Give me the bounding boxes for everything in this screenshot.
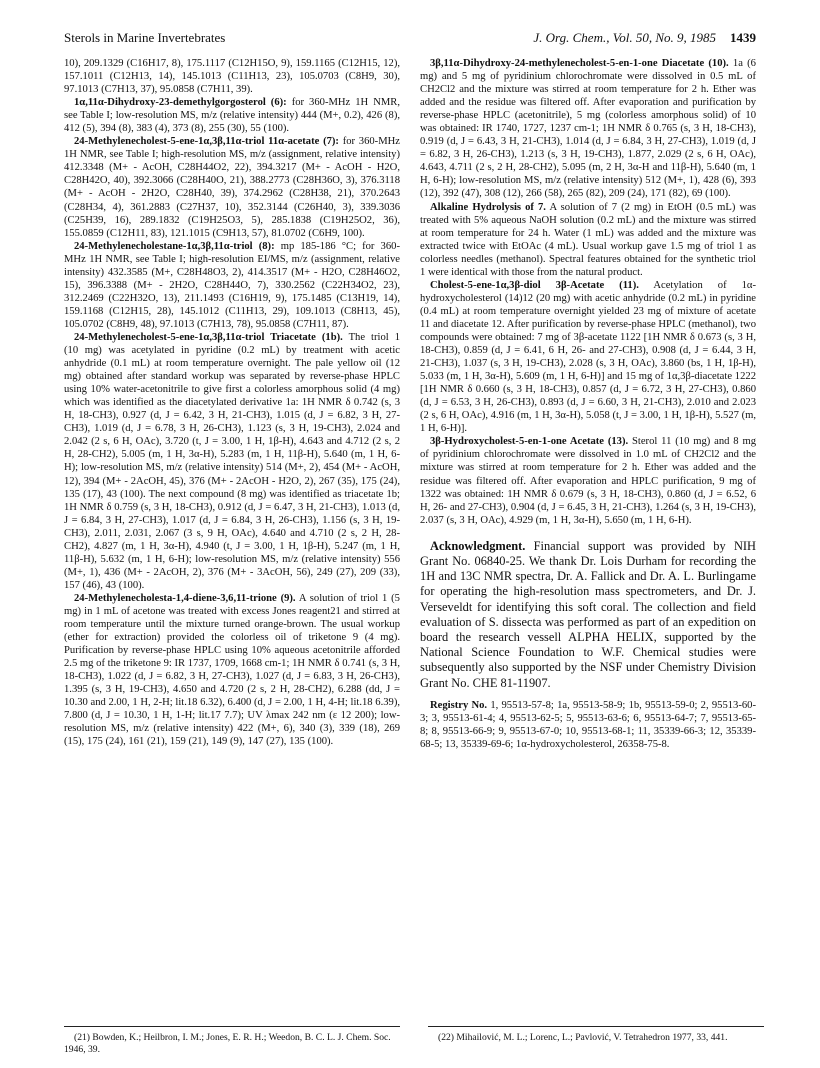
- paragraph-text: for 360-MHz 1H NMR, see Table I; high-resolution MS, m/z (assignment, relative intensity) 412.3348 (M+ - AcOH, C28H44O2, 22), 394.3217 (M+ - AcOH - H2O, C28H42O, 40), 392.3066 (C28H40O, 21), 388.2773 (C28H36O, 3), 376.3118 (M+ - AcOH - 2H2O, C28H40, 39), 374.2962 (C28H38, 21), 370.2643 (C28H34, 4), 361.2883 (C27H37, 10), 352.3144 (C26H40, 3), 339.3036 (C25H39, 16), 289.1832 (C19H25O3, 5), 285.1838 (C19H25O2, 36), 155.0859 (C12H11, 83), 121.1015 (C9H13, 57), 81.0702 (C6H9, 100).: [64, 136, 400, 239]
- compound-heading: 24-Methylenecholestane-1α,3β,11α-triol (8):: [74, 240, 275, 252]
- paragraph-text: Acetylation of 1α-hydroxycholesterol (14)12 (20 mg) with acetic anhydride (0.2 mL) in pyridine (0.4 mL) at room temperature overnight yielded 23 mg of mixture of acetate 11 and diacetate 12. After purification by reverse-phase HPLC (methanol), two compounds were obtained: 7 mg of 3β-acetate 1122 [1H NMR δ 0.673 (s, 3 H, 18-CH3), 0.859 (d, J = 6.41, 6 H, 26- and 27-CH3), 0.908 (d, J = 6.44, 3 H, 21-CH3), 1.037 (s, 3 H, 19-CH3), 2.028 (s, 3 H, OAc), 3.860 (bs, 1 H, 1β-H), 5.033 (m, 1 H, 3α-H), 5.609 (m, 1 H, 6-H)] and 15 mg of 1α,3β-diacetate 1222 [1H NMR δ 0.660 (s, 3 H, 18-CH3), 0.857 (d, J = 6.72, 3 H, 27-CH3), 0.860 (d, J = 6.53, 3 H, 26-CH3), 0.893 (d, J = 6.60, 3 H, 21-CH3), 2.010 and 2.023 (2 s, 6 H, OAc), 4.916 (m, 1 H, 3α-H), 5.058 (t, J = 3.00, 1 H, 1β-H), 5.527 (m, 1 H, 6-H)].: [420, 279, 756, 435]
- paragraph: [64, 240, 400, 331]
- compound-heading: 3β-Hydroxycholest-5-en-1-one Acetate (13).: [430, 436, 629, 448]
- running-header: [64, 30, 756, 46]
- compound-heading: 24-Methylenecholest-5-ene-1α,3β,11α-triol Triacetate (1b).: [74, 331, 343, 343]
- paragraph: [64, 96, 400, 135]
- paragraph-text: 10), 209.1329 (C16H17, 8), 175.1117 (C12H15O, 9), 159.1165 (C12H15, 12), 157.1011 (C12H13, 14), 145.1013 (C11H13, 23), 105.0703 (C8H9, 30), 97.1013 (C7H13, 37), 95.0858 (C7H11, 39).: [64, 58, 400, 96]
- compound-heading: 24-Methylenecholesta-1,4-diene-3,6,11-trione (9).: [74, 592, 296, 604]
- paragraph-text: mp 185-186 °C; for 360-MHz 1H NMR, see Table I; high-resolution EI/MS, m/z (assignment, relative intensity) 432.3585 (M+, C28H48O3, 2), 414.3517 (M+ - H2O, C28H46O2, 15), 396.3388 (M+ - 2H2O, C28H44O, 7), 330.2562 (C22H34O2, 23), 312.2469 (C22H32O, 13), 211.1493 (C16H19, 9), 175.1485 (C13H19, 14), 159.1168 (C12H15, 28), 145.1012 (C11H13, 29), 109.1013 (C8H13, 45), 105.0702 (C8H9, 48), 97.1013 (C7H13, 78), 95.0858 (C7H11, 87).: [64, 240, 400, 330]
- compound-heading: 3β,11α-Dihydroxy-24-methylenecholest-5-en-1-one Diacetate (10).: [430, 58, 729, 69]
- paragraph-text: for 360-MHz 1H NMR, see Table I; low-resolution MS, m/z (relative intensity) 444 (M+, 0.2), 426 (8), 412 (5), 394 (8), 383 (4), 373 (8), 255 (30), 55 (100).: [64, 97, 400, 135]
- paragraph: [64, 592, 400, 749]
- compound-heading: 1α,11α-Dihydroxy-23-demethylgorgosterol (6):: [74, 97, 287, 109]
- compound-heading: Cholest-5-ene-1α,3β-diol 3β-Acetate (11).: [430, 279, 639, 291]
- paragraph: [420, 57, 756, 201]
- acknowledgment-heading: Acknowledgment.: [430, 538, 526, 553]
- paragraph-text: A solution of triol 1 (5 mg) in 1 mL of acetone was treated with excess Jones reagent21 and stirred at room temperature until the mixture turned orange-brown. The usual workup (ether for extraction) provided the colorless oil of triketone 9 (4 mg). Purification by reverse-phase HPLC using 10% aqueous acetonitrile afforded 2.5 mg of the triketone 9: IR 1737, 1709, 1668 cm-1; 1H NMR δ 0.741 (s, 3 H, 18-CH3), 1.022 (d, J = 6.82, 3 H, 27-CH3), 1.027 (d, J = 6.83, 3 H, 26-CH3), 1.395 (s, 3 H, 19-CH3), 4.650 and 4.720 (2 s, 2 H, 28-CH2), 6.288 (dd, J = 10.30 and 2.00, 1 H, 2-H; lit.18 6.32), 6.400 (d, J = 2.00, 1 H, 4-H; lit.18 6.39), 7.800 (d, J = 10.30, 1 H, 1-H; lit.17 7.7); UV λmax 242 nm (ε 12 200); low-resolution MS, m/z (relative intensity) 422 (M+, 6), 340 (3), 339 (18), 269 (15), 175 (24), 161 (21), 159 (21), 149 (9), 147 (27), 135 (100).: [64, 592, 400, 748]
- paragraph-text: Sterol 11 (10 mg) and 8 mg of pyridinium chlorochromate were dissolved in 1.0 mL of CH2Cl2 and the mixture was stirred at room temperature for 2 h. Ether was added and the residue was filtered off. After evaporation and HPLC purification, 9 mg of 1322 was obtained: 1H NMR δ 0.679 (s, 3 H, 18-CH3), 0.860 (d, J = 6.52, 6 H, 26- and 27-CH3), 0.904 (d, J = 6.45, 3 H, 21-CH3), 1.264 (s, 3 H, 19-CH3), 2.037 (s, 3 H, OAc), 4.929 (m, 1 H, 3α-H), 5.650 (m, 1 H, 6-H).: [420, 436, 756, 526]
- paragraph-text: 1a (6 mg) and 5 mg of pyridinium chlorochromate were dissolved in 0.5 mL of CH2Cl2 and the mixture was stirred at room temperature for 2 h. Ether was added and the residue was filtered off. After evaporation and purification by reverse-phase HPLC (acetonitrile), 5 mg (colorless amorphous solid) of 10 was obtained: IR 1740, 1727, 1237 cm-1; 1H NMR δ 0.765 (s, 3 H, 18-CH3), 0.919 (d, J = 6.43, 3 H, 21-CH3), 1.014 (d, J = 6.84, 3 H, 27-CH3), 1.019 (d, J = 6.82, 3 H, 26-CH3), 1.213 (s, 3 H, 19-CH3), 1.877, 2.029 (2 s, 6 H, OAc), 4.643, 4.711 (2 s, 2 H, 28-CH2), 5.095 (m, 2 H, 3α-H and 11β-H), 5.640 (m, 1 H, 6-H); low-resolution MS, m/z (relative intensity) 512 (M+, 1), 428 (6), 393 (12), 392 (47), 308 (12), 266 (58), 265 (82), 209 (24), 171 (82), 69 (100).: [420, 58, 756, 200]
- footnote-divider: [64, 1026, 400, 1027]
- running-title: Sterols in Marine Invertebrates: [64, 30, 226, 45]
- footnote-right: [428, 1026, 764, 1056]
- paragraph: [420, 201, 756, 279]
- paragraph: [64, 135, 400, 239]
- paragraph: [64, 331, 400, 592]
- acknowledgment-paragraph: [420, 539, 756, 691]
- footnote-left: [64, 1026, 400, 1056]
- journal-citation: J. Org. Chem., Vol. 50, No. 9, 1985: [533, 30, 716, 45]
- paragraph: [420, 279, 756, 436]
- paragraph-text: The triol 1 (10 mg) was acetylated in pyridine (0.2 mL) by treatment with acetic anhydride (0.1 mL) at room temperature overnight. The pale yellow oil (12 mg) obtained after standard workup was separated by reverse-phase HPLC using 10% water-acetonitrile to give first a colorless amorphous solid (4 mg) which was identified as the diacetylated derivative 1a: 1H NMR δ 0.742 (s, 3 H, 18-CH3), 0.927 (d, J = 6.42, 3 H, 21-CH3), 1.015 (d, J = 6.82, 3 H, 27-CH3), 1.019 (d, J = 6.78, 3 H, 26-CH3), 1.123 (s, 3 H, 19-CH3), 2.024 and 2.042 (2 s, 6 H, OAc), 3.720 (t, J = 3.00, 1 H, 1β-H), 4.643 and 4.712 (2 s, 2 H, 28-CH2), 5.005 (m, 1 H, 3α-H), 5.283 (m, 1 H, 11β-H), 5.640 (m, 1 H, 6-H); low-resolution MS, m/z (relative intensity) 514 (M+, 2), 454 (M+ - AcOH, 12), 394 (M+ - 2AcOH, 45), 376 (M+ - 2AcOH - H2O, 2), 267 (35), 175 (24), 135 (17), 43 (100). The next compound (8 mg) was identified as triacetate 1b; 1H NMR δ 0.759 (s, 3 H, 18-CH3), 0.912 (d, J = 6.47, 3 H, 21-CH3), 1.013 (d, J = 6.84, 3 H, 27-CH3), 1.017 (d, J = 6.84, 3 H, 26-CH3), 1.156 (s, 3 H, 19-CH3), 2.011, 2.031, 2.067 (3 s, 9 H, OAc), 4.640 and 4.710 (2 s, 2 H, 28-CH2), 4.827 (m, 1 H, 3α-H), 4.940 (t, J = 3.00, 1 H, 1β-H), 5.247 (m, 1 H, 11β-H), 5.632 (m, 1 H, 6-H); low-resolution MS, m/z (relative intensity) 556 (M+, 1), 436 (M+ - 2AcOH, 2), 376 (M+ - 3AcOH, 56), 249 (27), 209 (33), 157 (46), 43 (100).: [64, 331, 400, 591]
- footnotes: [64, 1026, 764, 1056]
- page-number: 1439: [730, 30, 756, 45]
- footnote-divider: [428, 1026, 764, 1027]
- right-column: [420, 57, 756, 751]
- left-column: [64, 57, 400, 751]
- paragraph: [64, 57, 400, 96]
- compound-heading: 24-Methylenecholest-5-ene-1α,3β,11α-triol 11α-acetate (7):: [74, 136, 339, 148]
- registry-paragraph: [420, 699, 756, 751]
- footnote-text: (22) Mihailović, M. L.; Lorenc, L.; Pavlović, V. Tetrahedron 1977, 33, 441.: [438, 1032, 728, 1043]
- footnote-text: (21) Bowden, K.; Heilbron, I. M.; Jones, E. R. H.; Weedon, B. C. L. J. Chem. Soc. 1946, 39.: [64, 1032, 391, 1055]
- registry-text: 1, 95513-57-8; 1a, 95513-58-9; 1b, 95513-59-0; 2, 95513-60-3; 3, 95513-61-4; 4, 95513-62-5; 5, 95513-63-6; 6, 95513-64-7; 7, 95513-65-8; 8, 95513-66-9; 9, 95513-67-0; 10, 95513-68-1; 11, 35339-66-3; 12, 35339-68-5; 13, 35339-69-6; 1α-hydroxycholesterol, 26358-75-8.: [420, 699, 756, 750]
- paragraph: [420, 435, 756, 526]
- acknowledgment-text: Financial support was provided by NIH Grant No. 06840-25. We thank Dr. Lois Durham for recording the 1H and 13C NMR spectra, Dr. A. Fallick and Dr. A. L. Burlingame for operating the high-resolution mass spectrometers, and Dr. J. Verseveldt for identifying this soft coral. The collection and field evaluation of S. dissecta was performed as part of an expedition on board the research vessell ALPHA HELIX, supported by the National Science Foundation to W.F. Chemical studies were subsequently also supported by the NSF under Chemistry Division Grant No. CHE 81-11907.: [420, 538, 756, 690]
- paragraph-text: A solution of 7 (2 mg) in EtOH (0.5 mL) was treated with 5% aqueous NaOH solution (0.2 mL) and the mixture was stirred at room temperature for 24 h. Water (1 mL) was added and the mixture was extracted twice with EtOAc (4 mL). Usual workup gave 1.5 mg of triol 1 as colorless needles (methanol). Spectral features obtained for the synthetic triol 1 were identical with those from the natural product.: [420, 201, 756, 278]
- registry-heading: Registry No.: [430, 699, 488, 711]
- compound-heading: Alkaline Hydrolysis of 7.: [430, 201, 546, 213]
- two-column-body: [64, 57, 756, 751]
